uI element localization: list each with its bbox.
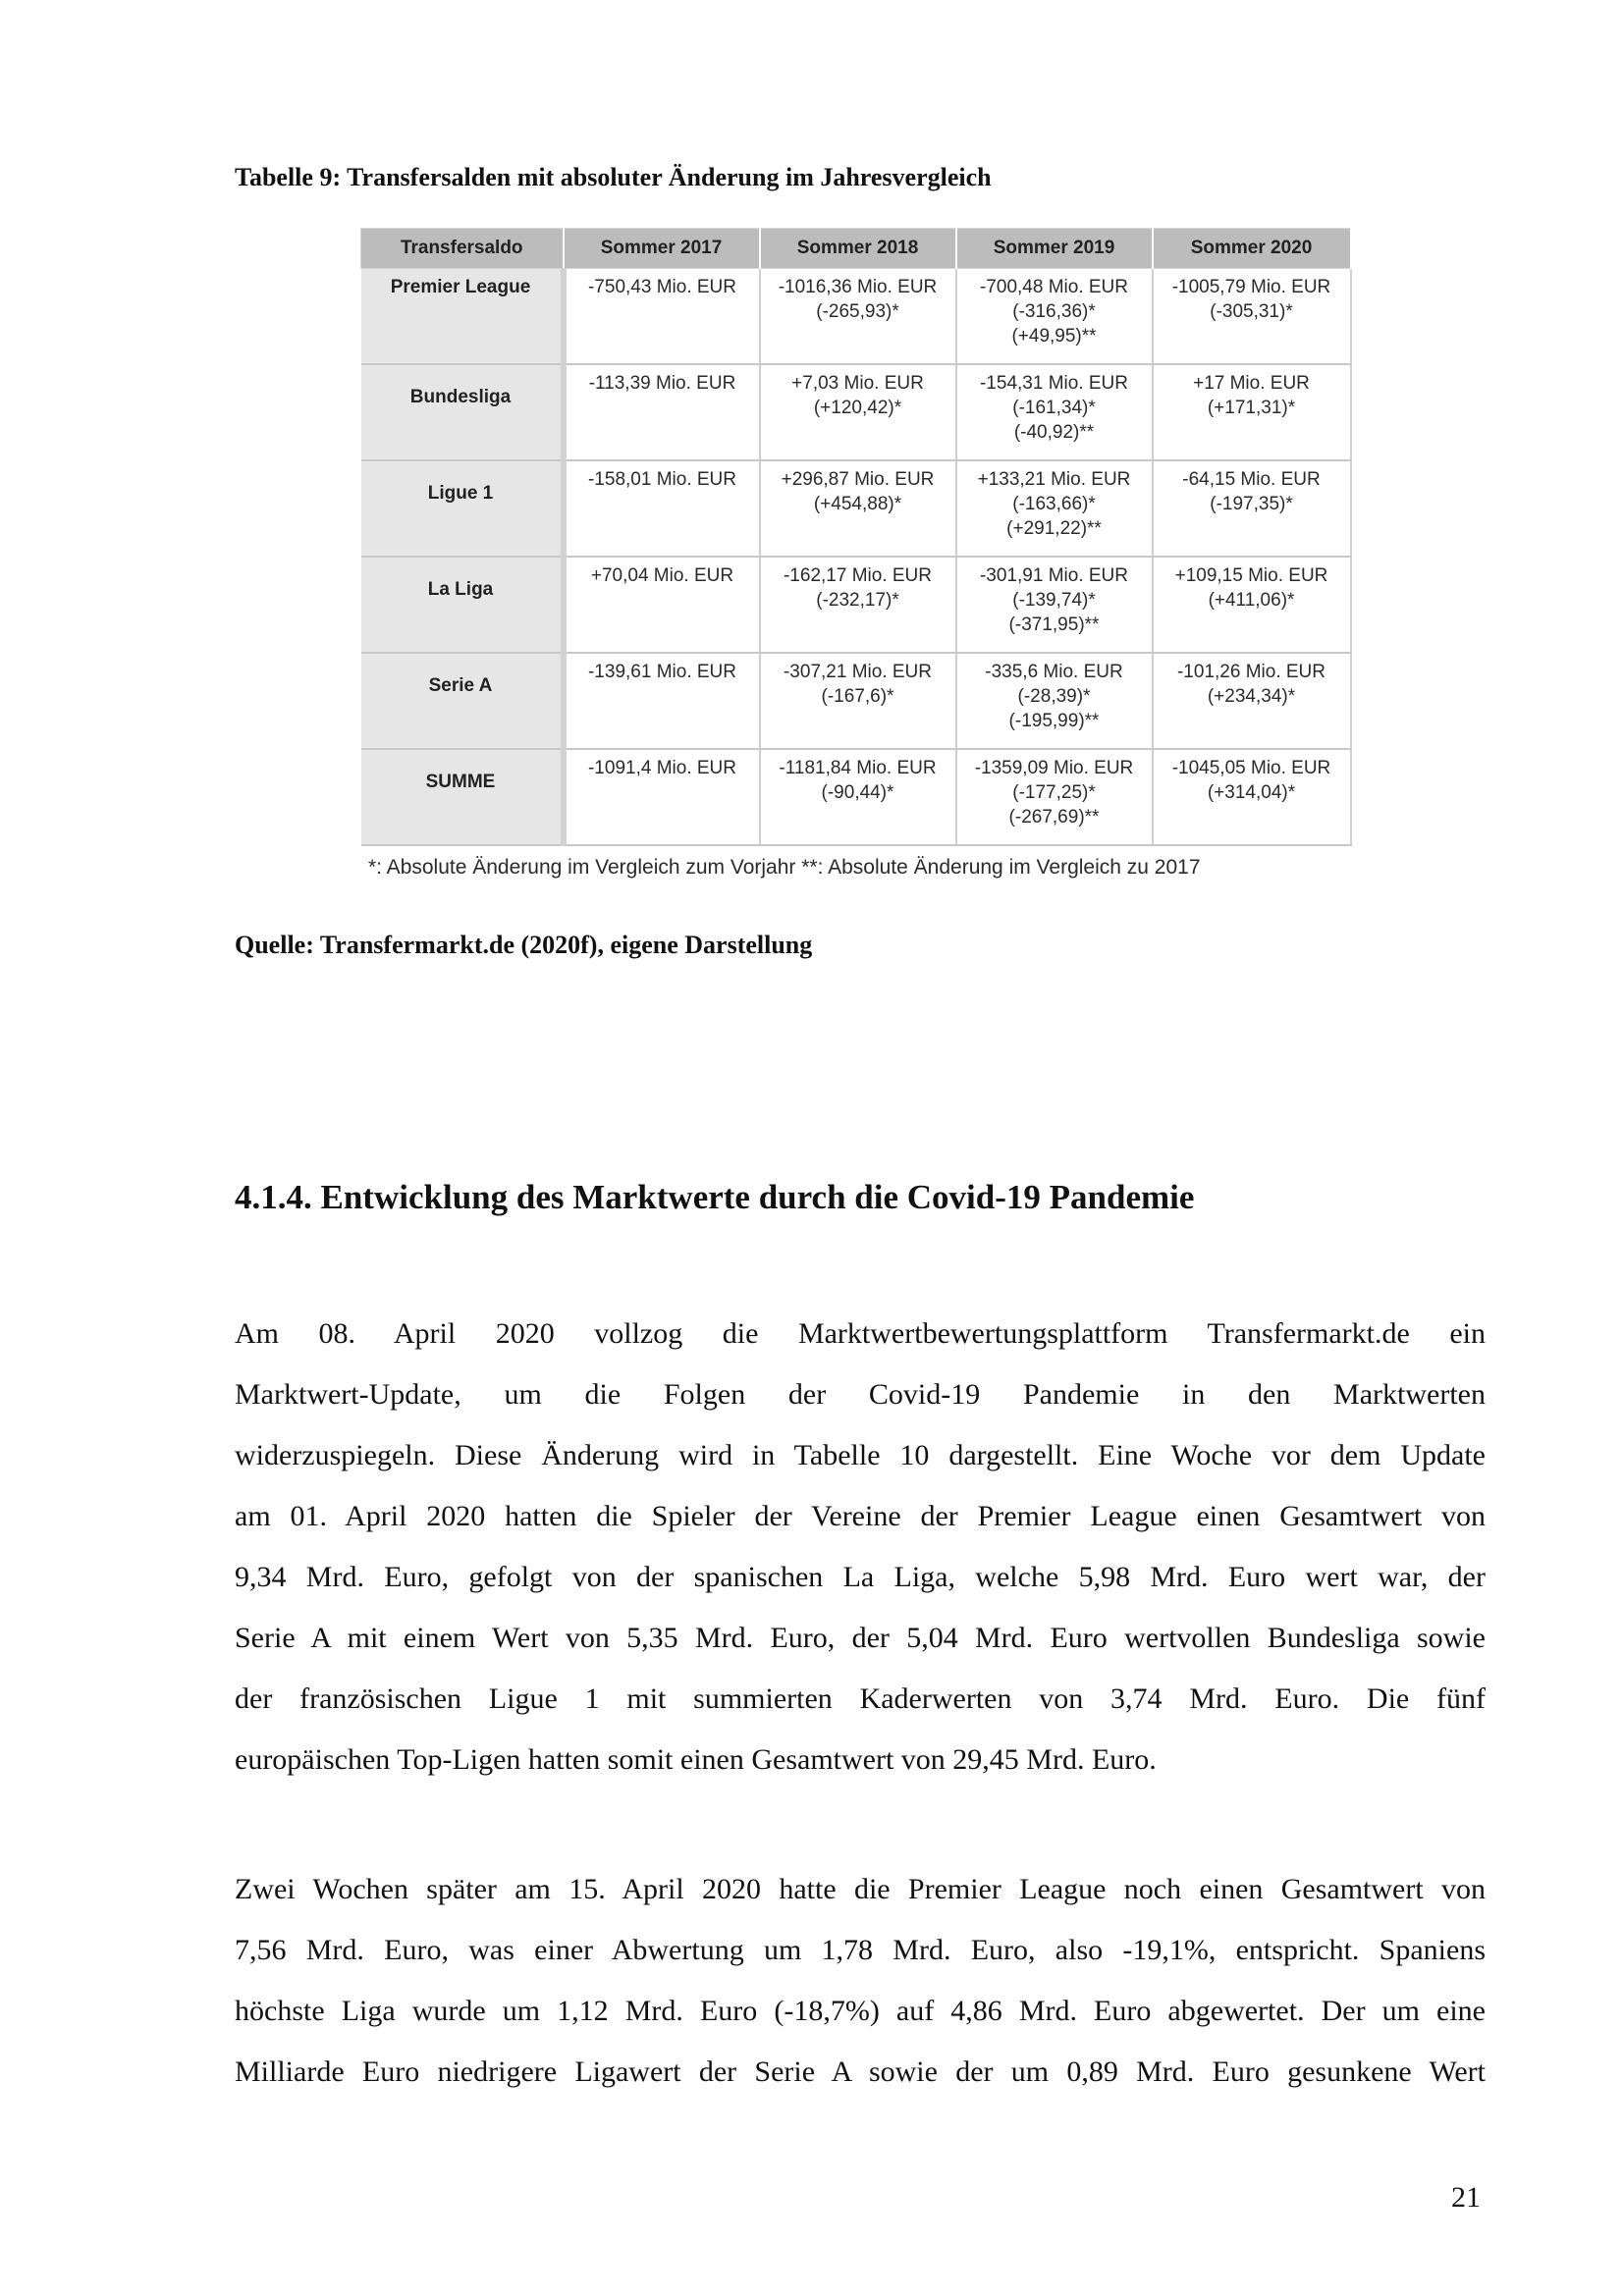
table-cell: -1181,84 Mio. EUR (-90,44)*	[760, 749, 956, 845]
league-cell: La Liga	[361, 557, 564, 653]
table-cell: -158,01 Mio. EUR	[564, 460, 760, 557]
league-cell: Ligue 1	[361, 460, 564, 557]
table-row	[361, 364, 1351, 460]
text-line: widerzuspiegeln. Diese Änderung wird in Tabelle 10 dargestellt. Eine Woche vor dem Update	[235, 1439, 1486, 1471]
table-cell: +70,04 Mio. EUR	[564, 557, 760, 653]
table-cell: -1016,36 Mio. EUR (-265,93)*	[760, 269, 956, 365]
body-paragraph	[235, 1859, 1486, 2103]
league-cell: Serie A	[361, 653, 564, 749]
table-footnote: *: Absolute Änderung im Vergleich zum Vorjahr **: Absolute Änderung im Vergleich zu 2017	[368, 856, 1201, 879]
table-cell: +296,87 Mio. EUR (+454,88)*	[760, 460, 956, 557]
table-caption: Tabelle 9: Transfersalden mit absoluter Änderung im Jahresvergleich	[235, 163, 992, 191]
text-line: der französischen Ligue 1 mit summierten Kaderwerten von 3,74 Mrd. Euro. Die fünf	[235, 1682, 1486, 1715]
table-cell: -1045,05 Mio. EUR (+314,04)*	[1153, 749, 1351, 845]
league-cell: Premier League	[361, 269, 564, 365]
table-cell: -1091,4 Mio. EUR	[564, 749, 760, 845]
section-heading: 4.1.4. Entwicklung des Marktwerte durch die Covid-19 Pandemie	[235, 1178, 1195, 1216]
text-line: Marktwert-Update, um die Folgen der Covid-19 Pandemie in den Marktwerten	[235, 1378, 1486, 1411]
table-cell: -101,26 Mio. EUR (+234,34)*	[1153, 653, 1351, 749]
text-line: europäischen Top-Ligen hatten somit einen Gesamtwert von 29,45 Mrd. Euro.	[235, 1743, 1157, 1776]
table-header-row	[361, 229, 1351, 269]
body-paragraph	[235, 1304, 1486, 1790]
table-row	[361, 557, 1351, 653]
table-cell: +7,03 Mio. EUR (+120,42)*	[760, 364, 956, 460]
table-cell: -301,91 Mio. EUR (-139,74)* (-371,95)**	[956, 557, 1153, 653]
table-cell: -700,48 Mio. EUR (-316,36)* (+49,95)**	[956, 269, 1153, 365]
source-line: Quelle: Transfermarkt.de (2020f), eigene Darstellung	[235, 931, 813, 959]
table-row	[361, 460, 1351, 557]
text-line: Zwei Wochen später am 15. April 2020 hatte die Premier League noch einen Gesamtwert von	[235, 1873, 1486, 1905]
table-cell: -64,15 Mio. EUR (-197,35)*	[1153, 460, 1351, 557]
column-header: Sommer 2019	[956, 229, 1153, 269]
table-cell: -162,17 Mio. EUR (-232,17)*	[760, 557, 956, 653]
table-cell: -139,61 Mio. EUR	[564, 653, 760, 749]
table-cell: +133,21 Mio. EUR (-163,66)* (+291,22)**	[956, 460, 1153, 557]
table-cell: -1359,09 Mio. EUR (-177,25)* (-267,69)**	[956, 749, 1153, 845]
column-header: Transfersaldo	[361, 229, 564, 269]
column-header: Sommer 2020	[1153, 229, 1351, 269]
table-cell: -307,21 Mio. EUR (-167,6)*	[760, 653, 956, 749]
table-cell: -1005,79 Mio. EUR (-305,31)*	[1153, 269, 1351, 365]
table-cell: +17 Mio. EUR (+171,31)*	[1153, 364, 1351, 460]
text-line: höchste Liga wurde um 1,12 Mrd. Euro (-18,7%) auf 4,86 Mrd. Euro abgewertet. Der um eine	[235, 1995, 1486, 2027]
page-number: 21	[1451, 2181, 1481, 2214]
column-header: Sommer 2017	[564, 229, 760, 269]
column-header: Sommer 2018	[760, 229, 956, 269]
table-cell: -113,39 Mio. EUR	[564, 364, 760, 460]
transfer-table-figure	[360, 228, 1350, 850]
table-cell: +109,15 Mio. EUR (+411,06)*	[1153, 557, 1351, 653]
table-row	[361, 269, 1351, 365]
text-line: 9,34 Mrd. Euro, gefolgt von der spanischen La Liga, welche 5,98 Mrd. Euro wert war, der	[235, 1561, 1486, 1593]
table-cell: -750,43 Mio. EUR	[564, 269, 760, 365]
text-line: 7,56 Mrd. Euro, was einer Abwertung um 1,78 Mrd. Euro, also -19,1%, entspricht. Spaniens	[235, 1934, 1486, 1966]
text-line: Serie A mit einem Wert von 5,35 Mrd. Euro, der 5,04 Mrd. Euro wertvollen Bundesliga sowie	[235, 1622, 1486, 1654]
league-cell: Bundesliga	[361, 364, 564, 460]
table-cell: -154,31 Mio. EUR (-161,34)* (-40,92)**	[956, 364, 1153, 460]
text-line: am 01. April 2020 hatten die Spieler der Vereine der Premier League einen Gesamtwert von	[235, 1500, 1486, 1532]
table-row	[361, 653, 1351, 749]
text-line: Am 08. April 2020 vollzog die Marktwertbewertungsplattform Transfermarkt.de ein	[235, 1317, 1486, 1350]
transfer-balance-table	[360, 228, 1352, 846]
table-row	[361, 749, 1351, 845]
text-line: Milliarde Euro niedrigere Ligawert der Serie A sowie der um 0,89 Mrd. Euro gesunkene Wert	[235, 2056, 1486, 2088]
table-cell: -335,6 Mio. EUR (-28,39)* (-195,99)**	[956, 653, 1153, 749]
league-cell: SUMME	[361, 749, 564, 845]
